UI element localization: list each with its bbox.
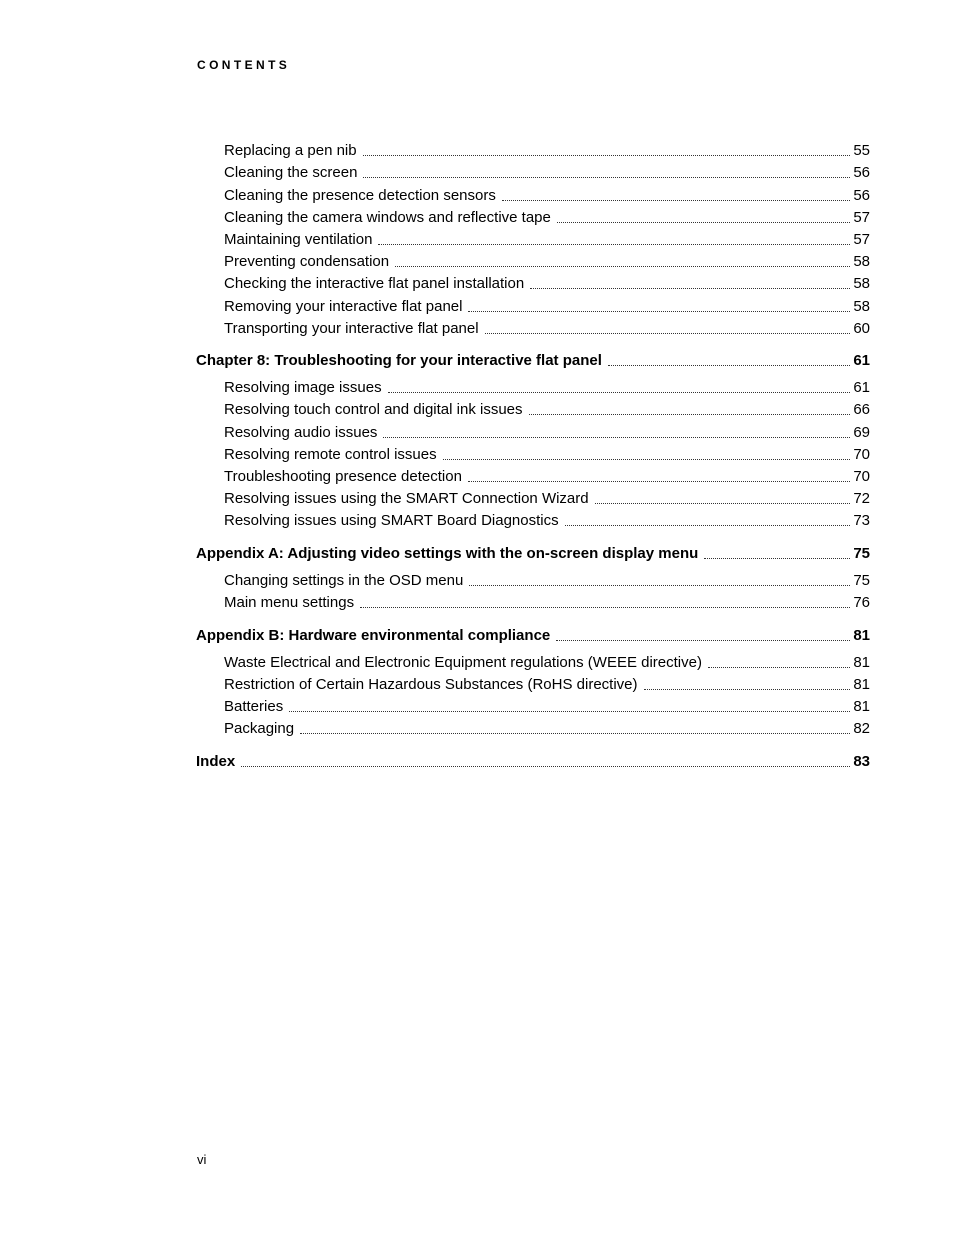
toc-entry-page: 58 (853, 275, 870, 293)
dot-leader (468, 481, 850, 482)
toc-entry-page: 61 (853, 379, 870, 397)
toc-entry-page: 70 (853, 468, 870, 485)
toc-entry-page: 83 (853, 753, 870, 771)
toc-entry-page: 73 (853, 512, 870, 530)
toc-entry[interactable] (196, 140, 870, 162)
toc-entry[interactable] (196, 652, 870, 674)
toc-entry[interactable] (196, 399, 870, 421)
toc-entry[interactable] (196, 295, 870, 317)
toc-entry-page: 57 (853, 208, 870, 226)
toc-entry-title: Appendix A: Adjusting video settings with the on-screen display menu (196, 545, 699, 563)
toc-entry[interactable] (196, 696, 870, 718)
toc-entry-page: 58 (853, 297, 870, 315)
toc-entry-title: Replacing a pen nib (224, 142, 357, 160)
toc-entry-title: Maintaining ventilation (224, 230, 373, 248)
dot-leader (708, 667, 850, 668)
dot-leader (529, 414, 851, 415)
toc-entry-page: 56 (853, 186, 870, 204)
toc-entry-title: Waste Electrical and Electronic Equipment regulations (WEEE directive) (224, 653, 702, 671)
toc-entry-title: Cleaning the screen (224, 164, 358, 182)
toc-entry-title: Cleaning the presence detection sensors (224, 186, 496, 204)
dot-leader (378, 244, 850, 245)
toc-entry[interactable] (196, 570, 870, 592)
dot-leader (557, 222, 850, 223)
toc-entry[interactable] (196, 466, 870, 488)
toc-entry-title: Packaging (224, 720, 295, 738)
toc-entry-page: 60 (853, 319, 870, 337)
toc-entry[interactable] (196, 162, 870, 184)
toc-entry[interactable] (196, 674, 870, 696)
toc-entry[interactable] (196, 207, 870, 229)
toc-entry[interactable] (196, 718, 870, 740)
toc-entry[interactable] (196, 510, 870, 532)
toc-entry-title: Index (196, 753, 236, 771)
toc-entry-title: Appendix B: Hardware environmental compliance (196, 626, 551, 644)
toc-entry[interactable] (196, 377, 870, 399)
dot-leader (363, 177, 850, 178)
toc-entry-page: 58 (853, 253, 870, 271)
dot-leader (360, 607, 850, 608)
toc-entry-page: 61 (853, 352, 870, 370)
toc-entry-title: Restriction of Certain Hazardous Substances (RoHS directive) (224, 675, 638, 693)
toc-entry-title: Main menu settings (224, 594, 355, 612)
table-of-contents (196, 140, 870, 773)
toc-entry-title: Cleaning the camera windows and reflective tape (224, 208, 551, 226)
dot-leader (395, 266, 850, 267)
toc-entry[interactable] (196, 229, 870, 251)
toc-entry[interactable] (196, 251, 870, 273)
toc-entry-page: 81 (853, 626, 870, 644)
toc-entry-page: 56 (853, 164, 870, 182)
dot-leader (502, 200, 850, 201)
toc-entry-title: Resolving audio issues (224, 423, 378, 441)
page-number: vi (197, 1152, 207, 1167)
dot-leader (530, 288, 850, 289)
toc-entry-title: Resolving remote control issues (224, 445, 437, 463)
dot-leader (388, 392, 851, 393)
toc-entry[interactable] (196, 273, 870, 295)
toc-entry-title: Resolving issues using the SMART Connection Wizard (224, 490, 589, 508)
dot-leader (556, 640, 850, 641)
toc-entry-page: 75 (853, 545, 870, 563)
toc-entry-title: Batteries (224, 698, 284, 716)
toc-entry[interactable] (196, 444, 870, 466)
dot-leader (565, 525, 851, 526)
toc-entry-page: 69 (853, 423, 870, 441)
toc-entry-title: Preventing condensation (224, 253, 390, 271)
dot-leader (644, 689, 851, 690)
running-header: CONTENTS (197, 58, 291, 72)
toc-entry-title: Checking the interactive flat panel installation (224, 275, 525, 293)
toc-entry-title: Transporting your interactive flat panel (224, 319, 479, 337)
toc-entry-title: Resolving image issues (224, 379, 382, 397)
dot-leader (704, 558, 850, 559)
dot-leader (241, 766, 850, 767)
toc-entry-title: Chapter 8: Troubleshooting for your interactive flat panel (196, 352, 602, 370)
dot-leader (468, 311, 850, 312)
toc-entry[interactable] (196, 488, 870, 510)
toc-entry-page: 76 (853, 594, 870, 612)
toc-entry[interactable] (196, 318, 870, 340)
toc-entry-page: 72 (853, 490, 870, 508)
toc-section-entry[interactable] (196, 350, 870, 372)
toc-section-entry[interactable] (196, 543, 870, 565)
dot-leader (363, 155, 851, 156)
dot-leader (485, 333, 851, 334)
toc-entry-title: Resolving touch control and digital ink issues (224, 401, 523, 419)
dot-leader (595, 503, 851, 504)
dot-leader (383, 437, 850, 438)
toc-entry-title: Changing settings in the OSD menu (224, 571, 464, 589)
toc-entry-title: Troubleshooting presence detection (224, 468, 462, 485)
toc-entry-page: 82 (853, 720, 870, 738)
toc-section-entry[interactable] (196, 751, 870, 773)
toc-section-entry[interactable] (196, 625, 870, 647)
toc-entry-page: 66 (853, 401, 870, 419)
toc-entry-page: 81 (853, 698, 870, 716)
toc-entry[interactable] (196, 421, 870, 443)
toc-entry-page: 75 (853, 571, 870, 589)
toc-entry-page: 81 (853, 653, 870, 671)
toc-entry-page: 57 (853, 230, 870, 248)
toc-entry-page: 55 (853, 142, 870, 160)
toc-entry-page: 70 (853, 445, 870, 463)
toc-entry-title: Resolving issues using SMART Board Diagnostics (224, 512, 559, 530)
toc-entry[interactable] (196, 592, 870, 614)
toc-entry-title: Removing your interactive flat panel (224, 297, 463, 315)
dot-leader (608, 365, 850, 366)
toc-entry-page: 81 (853, 675, 870, 693)
dot-leader (469, 585, 850, 586)
dot-leader (443, 459, 851, 460)
dot-leader (289, 711, 850, 712)
toc-entry[interactable] (196, 184, 870, 206)
dot-leader (300, 733, 850, 734)
